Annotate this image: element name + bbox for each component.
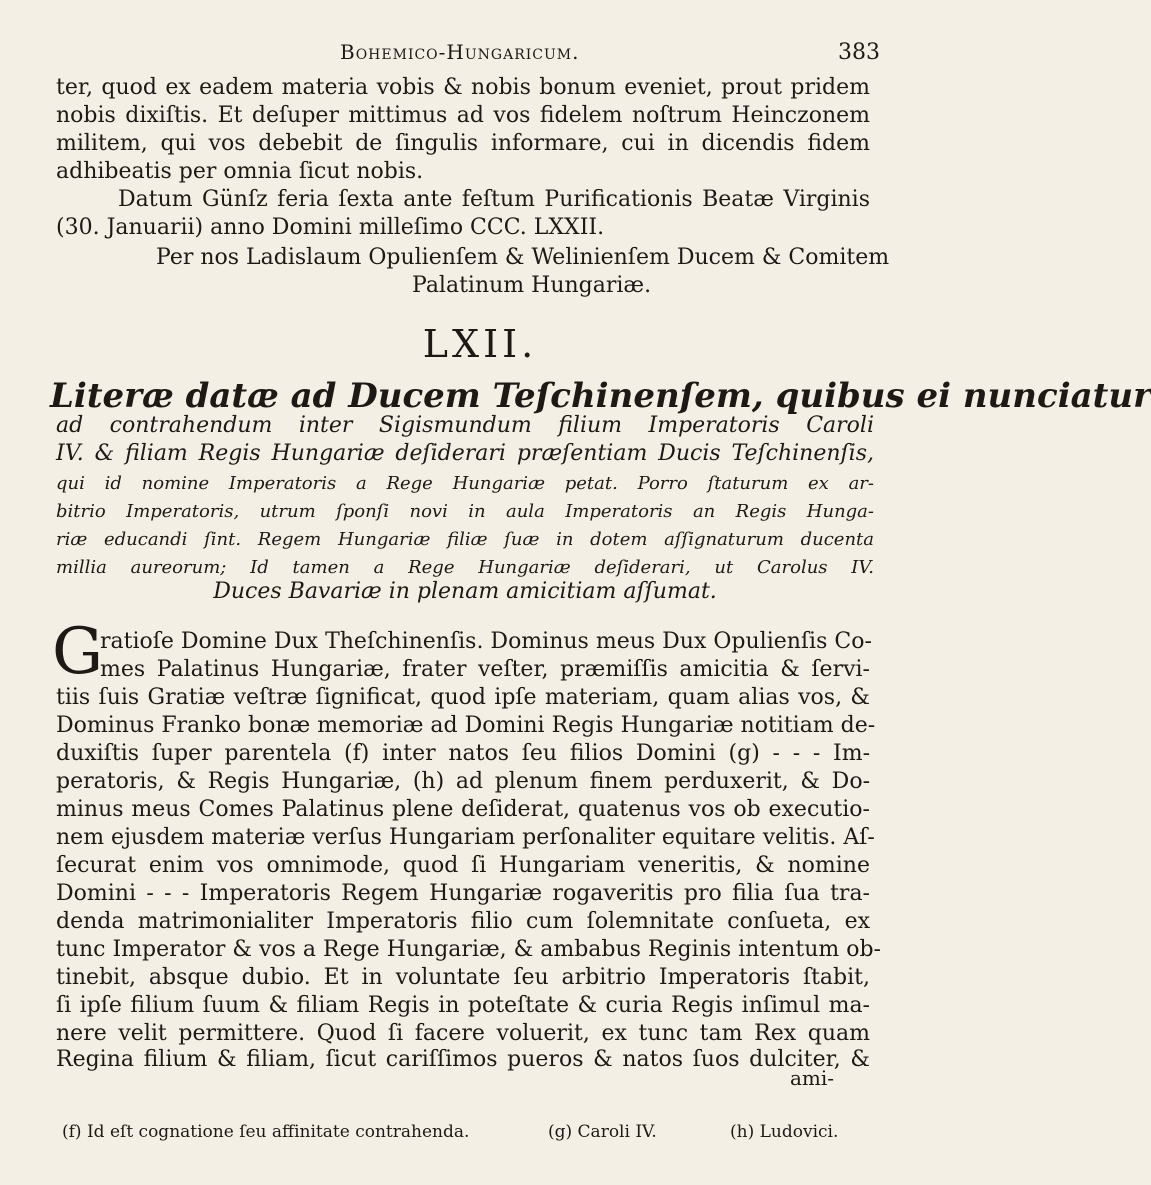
body-line: ſecurat enim vos omnimode, quod ſi Hungariam veneritis, & nomine (56, 853, 870, 878)
signature-line: Per nos Ladislaum Opulienſem & Welinienſem Ducem & Comitem (156, 245, 890, 270)
section-title: Literæ datæ ad Ducem Teſchinenſem, quibus ei nunciatur (50, 376, 1151, 416)
dating-line: (30. Januarii) anno Domini milleſimo CCC. LXXII. (56, 215, 605, 240)
text-line: ter, quod ex eadem materia vobis & nobis bonum eveniet, prout pridem (56, 75, 870, 100)
footnote-g: (g) Caroli IV. (548, 1122, 657, 1142)
running-title: Bohemico-Hungaricum. (340, 40, 580, 64)
footnote-f: (f) Id eſt cognatione ſeu affinitate contrahenda. (62, 1122, 470, 1142)
body-line: Domini - - - Imperatoris Regem Hungariæ rogaveritis pro filia ſua tra- (56, 881, 870, 906)
dating-line: Datum Günſz feria ſexta ante feſtum Purificationis Beatæ Virginis (118, 187, 870, 212)
catchword: ami- (790, 1066, 835, 1090)
body-line: Dominus Franko bonæ memoriæ ad Domini Regis Hungariæ notitiam de- (56, 713, 876, 738)
footnotes (62, 1122, 862, 1152)
drop-cap: G (52, 615, 104, 689)
section-summary-line: bitrio Imperatoris, utrum ſponſi novi in aula Imperatoris an Regis Hunga- (56, 501, 874, 522)
body-line: ratioſe Domine Dux Theſchinenſis. Dominus meus Dux Opulienſis Co- (100, 629, 872, 654)
page-number: 383 (838, 40, 880, 65)
section-summary-line: riæ educandi ſint. Regem Hungariæ filiæ ſuæ in dotem aſſignaturum ducenta (56, 529, 874, 550)
body-line: Regina filium & filiam, ſicut cariſſimos pueros & natos ſuos dulciter, & (56, 1047, 870, 1072)
section-number: LXII. (422, 322, 538, 366)
section-summary-line: millia aureorum; Id tamen a Rege Hungariæ deſiderari, ut Carolus IV. (56, 557, 874, 578)
text-line: nobis dixiſtis. Et deſuper mittimus ad vos fidelem noſtrum Heinczonem (56, 103, 870, 128)
body-line: minus meus Comes Palatinus plene deſiderat, quatenus vos ob executio- (56, 797, 870, 822)
body-line: ſi ipſe filium ſuum & filiam Regis in poteſtate & curia Regis inſimul ma- (56, 993, 870, 1018)
text-line: militem, qui vos debebit de ſingulis informare, cui in dicendis fidem (56, 131, 870, 156)
body-line: tiis ſuis Gratiæ veſtræ ſignificat, quod ipſe materiam, quam alias vos, & (56, 685, 870, 710)
body-line: mes Palatinus Hungariæ, frater veſter, præmiſſis amicitia & ſervi- (100, 657, 870, 682)
signature-line: Palatinum Hungariæ. (412, 273, 652, 298)
text-line: adhibeatis per omnia ſicut nobis. (56, 159, 424, 184)
footnote-h: (h) Ludovici. (730, 1122, 839, 1142)
section-summary-line: Duces Bavariæ in plenam amicitiam aſſumat. (213, 579, 717, 604)
section-summary-line: IV. & filiam Regis Hungariæ deſiderari præſentiam Ducis Teſchinenſis, (56, 441, 874, 466)
body-line: tunc Imperator & vos a Rege Hungariæ, & ambabus Reginis intentum ob- (56, 937, 881, 962)
body-line: nere velit permittere. Quod ſi facere voluerit, ex tunc tam Rex quam (56, 1021, 870, 1046)
body-line: nem ejusdem materiæ verſus Hungariam perſonaliter equitare velitis. Aſ- (56, 825, 875, 850)
running-head (0, 40, 960, 70)
section-summary-line: ad contrahendum inter Sigismundum filium Imperatoris Caroli (56, 413, 874, 438)
body-line: tinebit, absque dubio. Et in voluntate ſeu arbitrio Imperatoris ſtabit, (56, 965, 870, 990)
body-line: denda matrimonialiter Imperatoris filio cum ſolemnitate conſueta, ex (56, 909, 870, 934)
section-summary-line: qui id nomine Imperatoris a Rege Hungariæ petat. Porro ſtaturum ex ar- (56, 473, 874, 494)
body-line: duxiſtis ſuper parentela (f) inter natos ſeu filios Domini (g) - - - Im- (56, 741, 870, 766)
body-line: peratoris, & Regis Hungariæ, (h) ad plenum finem perduxerit, & Do- (56, 769, 870, 794)
